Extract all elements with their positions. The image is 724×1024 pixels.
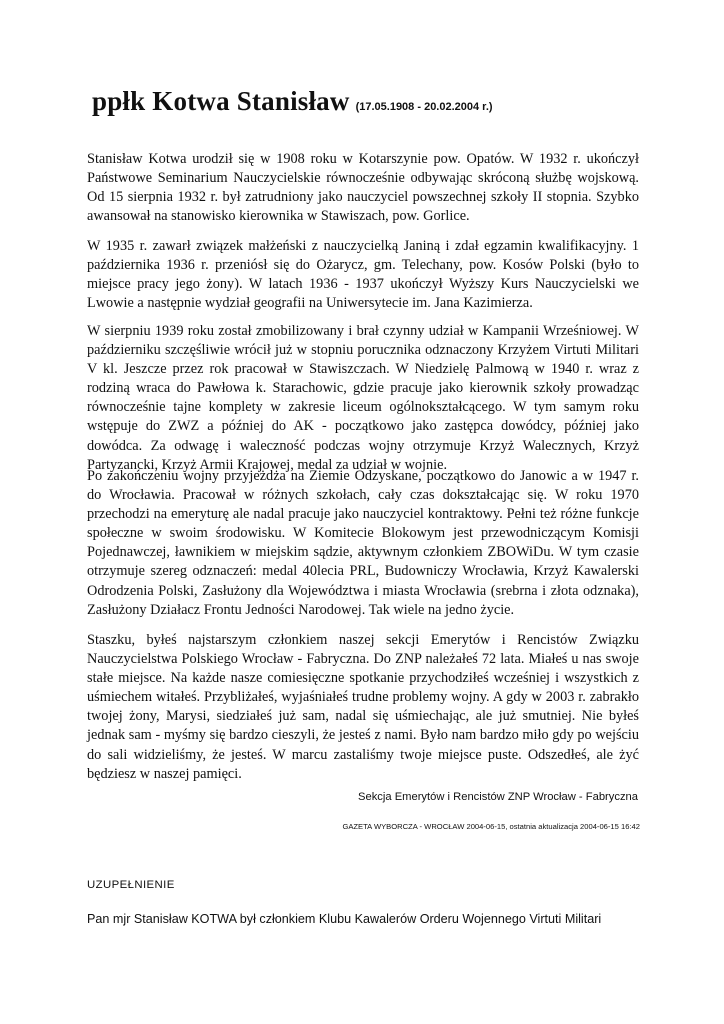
paragraph-war-service: W sierpniu 1939 roku został zmobilizowany i brał czynny udział w Kampanii Wrześniowej. W październiku szczęśliwie wrócił już w stopniu porucznika odznaczony Krzyżem Virtuti Militari V kl. Jeszcze przez rok pracował w Stawiszczach. W Niedzielę Palmową w 1940 r. wraz z rodziną wraca do Pawłowa k. Starachowic, gdzie pracuje jako kierownik szkoły prowadząc równocześnie tajne komplety w zakresie liceum ogólnokształcącego. W tym samym roku wstępuje do ZWZ a później do AK - początkowo jako zastępca dowódcy, później jako dowódca. Za odwagę i waleczność podczas wojny otrzymuje Krzyż Walecznych, Krzyż Partyzancki, Krzyż Armii Krajowej, medal za udział w wojnie.	[87, 323, 639, 473]
page-title	[92, 86, 493, 117]
source-citation: GAZETA WYBORCZA - WROCŁAW 2004-06-15, ostatnia aktualizacja 2004-06-15 16:42	[342, 822, 640, 831]
paragraph-tribute: Staszku, byłeś najstarszym członkiem naszej sekcji Emerytów i Rencistów Związku Nauczycielstwa Polskiego Wrocław - Fabryczna. Do ZNP należałeś 72 lata. Miałeś u nas swoje stałe miejsce. Na każde nasze comiesięczne spotkanie przychodziłeś wcześniej i wszystkich z uśmiechem witałeś. Przybliżałeś, wyjaśniałeś trudne problemy wojny. A gdy w 2003 r. zabrakło twojej żony, Marysi, siedziałeś już sam, nadal się uśmiechając, ale już smutniej. Nie byłeś jednak sam - myśmy się bardzo cieszyli, że jesteś z nami. Było nam bardzo miło gdy po wejściu do sali widzieliśmy, że jesteś. W marcu zastaliśmy twoje miejsce puste. Odszedłeś, ale żyć będziesz w naszej pamięci.	[87, 632, 639, 782]
title-dates: (17.05.1908 - 20.02.2004 r.)	[355, 101, 493, 113]
paragraph-marriage-studies: W 1935 r. zawarł związek małżeński z nauczycielką Janiną i zdał egzamin kwalifikacyjny. 1 października 1936 r. przeniósł się do Ożarycz, gm. Telechany, pow. Kosów Polski (było to miejsce pracy jego żony). W latach 1936 - 1937 ukończył Wyższy Kurs Nauczycielski we Lwowie a następnie wydział geografii na Uniwersytecie im. Jana Kazimierza.	[87, 238, 639, 312]
title-name: ppłk Kotwa Stanisław	[92, 86, 350, 116]
paragraph-biography-early: Stanisław Kotwa urodził się w 1908 roku w Kotarszynie pow. Opatów. W 1932 r. ukończył Państwowe Seminarium Nauczycielskie równocześnie odbywając skróconą służbę wojskową. Od 15 sierpnia 1932 r. był zatrudniony jako nauczyciel powszechnej szkoły II stopnia. Szybko awansował na stanowisko kierownika w Stawiszach, pow. Gorlice.	[87, 151, 639, 225]
paragraph-postwar: Po zakończeniu wojny przyjeżdża na Ziemie Odzyskane, początkowo do Janowic a w 1947 r. do Wrocławia. Pracował w różnych szkołach, cały czas dokształcając się. W roku 1970 przechodzi na emeryturę ale nadal pracuje jako nauczyciel kontraktowy. Pełni też różne funkcje społeczne w swoim środowisku. W Komitecie Blokowym jest przewodniczącym Komisji Pojednawczej, ławnikiem w miejskim sądzie, aktywnym członkiem ZBOWiDu. W tym czasie otrzymuje szereg odznaczeń: medal 40lecia PRL, Budowniczy Wrocławia, Krzyż Kawalerski Odrodzenia Polski, Zasłużony dla Województwa i miasta Wrocławia (srebrna i złota odznaka), Zasłużony Działacz Frontu Jedności Narodowej. Tak wiele na jedno życie.	[87, 468, 639, 618]
signature: Sekcja Emerytów i Rencistów ZNP Wrocław - Fabryczna	[358, 791, 638, 803]
addendum-heading: UZUPEŁNIENIE	[87, 879, 175, 891]
addendum-text: Pan mjr Stanisław KOTWA był członkiem Klubu Kawalerów Orderu Wojennego Virtuti Militari	[87, 912, 602, 926]
